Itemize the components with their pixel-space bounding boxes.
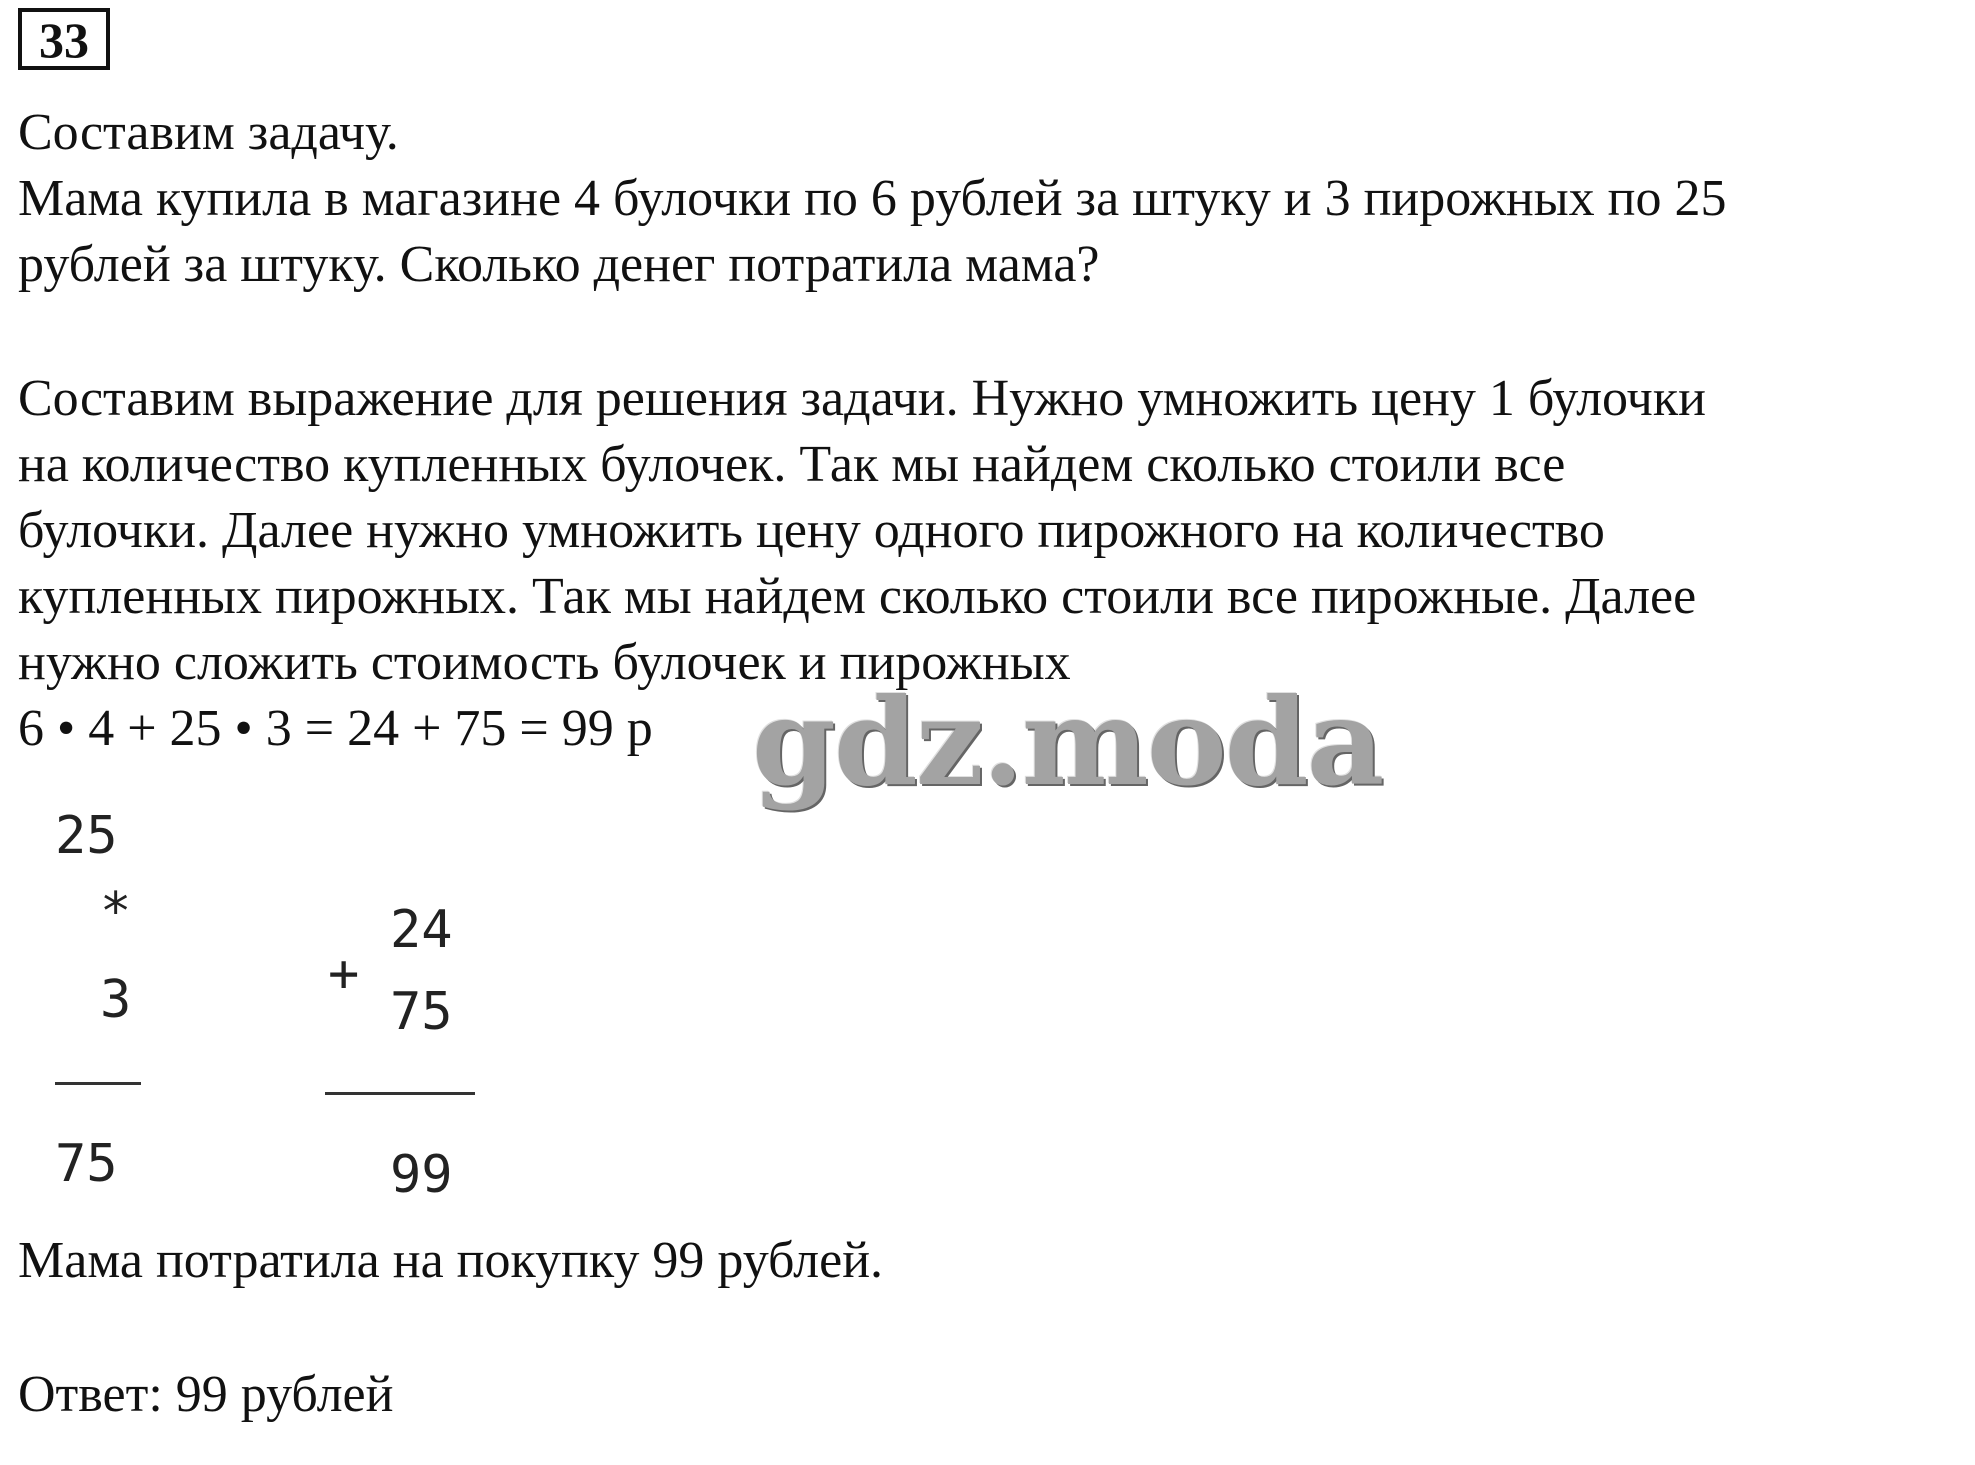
- mult-top-operand: 25: [55, 806, 118, 866]
- answer: [18, 1362, 1968, 1428]
- statement-line: Мама купила в магазине 4 булочки по 6 рублей за штуку и 3 пирожных по 25: [18, 170, 1727, 227]
- statement-line: рублей за штуку. Сколько денег потратила мама?: [18, 236, 1100, 293]
- add-top-operand: 24: [390, 900, 453, 960]
- explanation-line: нужно сложить стоимость булочек и пирожных: [18, 634, 1071, 691]
- mult-result-line: [55, 1082, 141, 1085]
- mult-operator: *: [100, 882, 132, 942]
- watermark-logo: gdz.moda: [752, 672, 1383, 813]
- add-result: 99: [390, 1145, 453, 1205]
- add-result-line: [325, 1092, 475, 1095]
- expression: 6 • 4 + 25 • 3 = 24 + 75 = 99 р: [18, 700, 653, 757]
- explanation-line: булочки. Далее нужно умножить цену одного пирожного на количество: [18, 502, 1605, 559]
- mult-bottom-operand: 3: [100, 970, 132, 1030]
- mult-result: 75: [55, 1134, 118, 1194]
- answer-text: Ответ: 99 рублей: [18, 1366, 394, 1423]
- task-number: 33: [18, 8, 110, 70]
- conclusion: [18, 1228, 1968, 1294]
- task-statement: [18, 100, 1968, 298]
- conclusion-text: Мама потратила на покупку 99 рублей.: [18, 1232, 884, 1289]
- add-operator: +: [328, 944, 360, 1004]
- statement-line: Составим задачу.: [18, 104, 399, 161]
- explanation-line: Составим выражение для решения задачи. Нужно умножить цену 1 булочки: [18, 370, 1706, 427]
- add-bottom-operand: 75: [390, 982, 453, 1042]
- explanation-line: на количество купленных булочек. Так мы найдем сколько стоили все: [18, 436, 1566, 493]
- explanation-line: купленных пирожных. Так мы найдем сколько стоили все пирожные. Далее: [18, 568, 1697, 625]
